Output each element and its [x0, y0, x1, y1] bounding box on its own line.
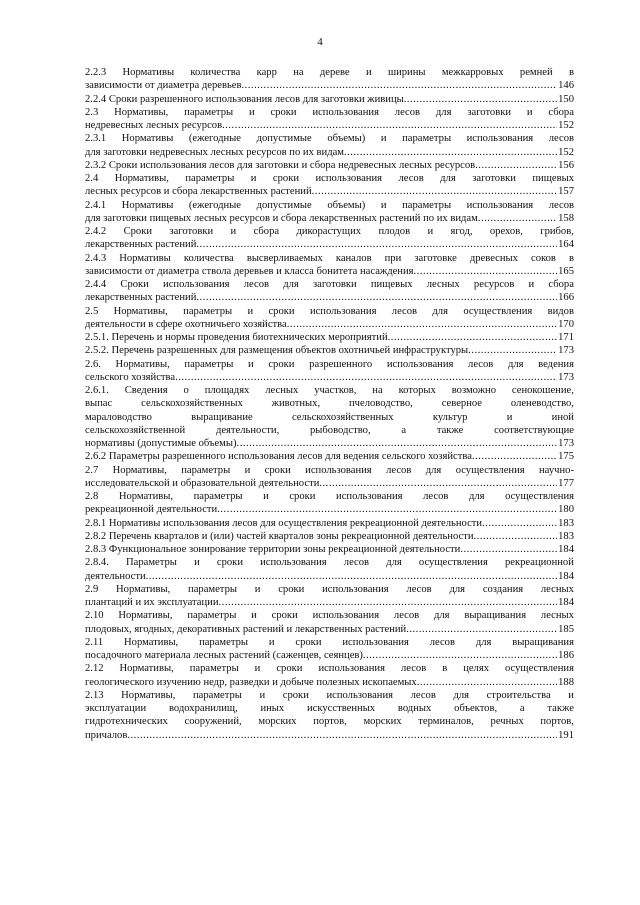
toc-entry-last-line — [85, 238, 574, 251]
toc-entry[interactable] — [85, 252, 574, 279]
toc-page-number: 164 — [558, 239, 574, 251]
toc-entry-text-line: сельскохозяйственной деятельности, рыбоводство, а также соответствующие — [85, 424, 574, 436]
toc-entry-text-line: 2.13 Нормативы, параметры и сроки использования лесов для строительства и — [85, 689, 574, 701]
toc-page-number: 188 — [558, 676, 574, 688]
toc-entry-text-line: 2.11 Нормативы, параметры и сроки использования лесов для выращивания — [85, 636, 574, 648]
toc-entry-title: посадочного материала лесных растений (саженцев, сеянцев) — [85, 650, 363, 661]
toc-entry-title: зависимости от диаметра деревьев — [85, 80, 242, 92]
toc-entry-last-line — [85, 503, 574, 516]
toc-page-number: 156 — [558, 159, 574, 171]
dot-leader — [406, 623, 557, 636]
toc-page-number: 183 — [558, 517, 574, 529]
toc-entry-last-line — [85, 344, 574, 357]
dot-leader — [344, 146, 557, 159]
toc-page-number: 184 — [558, 597, 574, 608]
toc-entry-text-line: 2.6.1. Сведения о площадях лесных участков, на которых возможно сенокошение, — [85, 385, 574, 396]
toc-entry-last-line — [85, 371, 574, 384]
toc-page-number: 184 — [558, 570, 574, 582]
toc-entry-last-line — [85, 331, 574, 344]
toc-entry-title: геологического изучению недр, разведки и добыче полезных ископаемых — [85, 676, 417, 688]
toc-entry-last-line — [85, 649, 574, 662]
dot-leader — [482, 517, 557, 530]
toc-entry-last-line — [85, 265, 574, 278]
toc-entry-title: 2.2.4 Сроки разрешенного использования лесов для заготовки живицы — [85, 93, 404, 105]
toc-entry-title: для заготовки недревесных лесных ресурсов по их видам — [85, 146, 344, 158]
dot-leader — [219, 596, 558, 609]
toc-entry[interactable] — [85, 66, 574, 93]
toc-entry[interactable] — [85, 517, 574, 530]
toc-entry-title: нормативы (допустимые объемы) — [85, 438, 237, 449]
toc-entry-text-line: 2.6. Нормативы, параметры и сроки разрешенного использования лесов для ведения — [85, 358, 574, 370]
toc-entry-text-line: 2.7 Нормативы, параметры и сроки использования лесов для осуществления научно- — [85, 464, 574, 476]
toc-entry[interactable] — [85, 543, 574, 556]
toc-entry-title: деятельности в сфере охотничьего хозяйства — [85, 318, 287, 330]
toc-entry-title: 2.3.2 Сроки использования лесов для заготовки и сбора недревесных лесных ресурсов — [85, 159, 476, 171]
toc-entry-text-line: 2.4 Нормативы, параметры и сроки использования лесов для заготовки пищевых — [85, 173, 574, 184]
toc-entry-text-line: 2.4.3 Нормативы количества высверливаемых каналов при заготовке древесных соков в — [85, 252, 574, 264]
toc-entry-last-line — [85, 517, 574, 530]
toc-entry-title: исследовательской и образовательной деятельности — [85, 477, 320, 489]
toc-page-number: 170 — [558, 318, 574, 330]
toc-entry-last-line — [85, 623, 574, 636]
toc-entry-last-line — [85, 79, 574, 92]
dot-leader — [287, 318, 557, 331]
toc-entry-text-line: гидротехнических сооружений, морских портов, морских терминалов, речных портов, — [85, 716, 574, 728]
toc-entry-title: недревесных лесных ресурсов — [85, 120, 223, 131]
toc-entry-title: лекарственных растений — [85, 292, 197, 304]
toc-entry-text-line: выпас сельскохозяйственных животных, пчеловодство, северное оленеводство, — [85, 398, 574, 410]
dot-leader — [460, 543, 557, 556]
toc-page-number: 152 — [558, 120, 574, 131]
toc-entry-last-line — [85, 318, 574, 331]
toc-page-number: 175 — [558, 451, 574, 463]
toc-entry[interactable] — [85, 490, 574, 517]
toc-page-number: 146 — [558, 80, 574, 92]
toc-entry-title: 2.8.2 Перечень кварталов и (или) частей кварталов зоны рекреационной деятельности — [85, 530, 474, 542]
toc-page-number: 184 — [558, 544, 574, 555]
toc-entry[interactable] — [85, 583, 574, 610]
toc-entry-text-line: 2.4.1 Нормативы (ежегодные допустимые объемы) и параметры использования лесов — [85, 199, 574, 211]
toc-entry[interactable] — [85, 384, 574, 450]
toc-page-number: 183 — [558, 530, 574, 542]
toc-entry-last-line — [85, 159, 574, 172]
toc-entry-last-line — [85, 185, 574, 198]
toc-entry[interactable] — [85, 159, 574, 172]
dot-leader — [146, 570, 557, 583]
toc-entry[interactable] — [85, 344, 574, 357]
toc-entry-text-line: 2.12 Нормативы, параметры и сроки использования лесов в целях осуществления — [85, 663, 574, 675]
table-of-contents — [85, 66, 574, 742]
toc-page-number: 173 — [558, 345, 574, 357]
dot-leader — [312, 185, 557, 198]
toc-page-number: 180 — [558, 504, 574, 516]
toc-entry[interactable] — [85, 132, 574, 159]
toc-page-number: 158 — [558, 212, 574, 224]
toc-entry-title: причалов — [85, 729, 128, 741]
dot-leader — [468, 344, 557, 357]
toc-entry-last-line — [85, 119, 574, 132]
toc-entry[interactable] — [85, 305, 574, 332]
toc-entry-text-line: 2.2.3 Нормативы количества карр на дереве и ширины межкарровых ремней в — [85, 67, 574, 78]
toc-entry-last-line — [85, 146, 574, 159]
toc-entry[interactable] — [85, 331, 574, 344]
toc-entry-title: плодовых, ягодных, декоративных растений и лекарственных растений — [85, 623, 407, 635]
toc-entry-last-line — [85, 477, 574, 490]
dot-leader — [414, 265, 558, 278]
toc-page-number: 165 — [558, 265, 574, 277]
toc-entry-last-line — [85, 676, 574, 689]
toc-entry-last-line — [85, 450, 574, 463]
toc-page-number: 185 — [558, 623, 574, 635]
toc-entry-title: 2.5.2. Перечень разрешенных для размещения объектов охотничьей инфраструктуры — [85, 345, 469, 357]
toc-entry-last-line — [85, 729, 574, 742]
toc-entry-title: лекарственных растений — [85, 239, 197, 251]
toc-page-number: 177 — [558, 477, 574, 489]
toc-entry-text-line: 2.9 Нормативы, параметры и сроки использования лесов для создания лесных — [85, 583, 574, 595]
toc-entry[interactable] — [85, 556, 574, 583]
toc-page-number: 191 — [558, 729, 574, 741]
toc-page-number: 173 — [558, 371, 574, 383]
toc-entry[interactable] — [85, 358, 574, 385]
toc-entry-title: для заготовки пищевых лесных ресурсов и сбора лекарственных растений по их видам — [85, 212, 478, 224]
toc-entry-title: рекреационной деятельности — [85, 504, 218, 516]
toc-page-number: 152 — [558, 146, 574, 158]
toc-entry-text-line: 2.4.2 Сроки заготовки и сбора дикорастущих плодов и ягод, орехов, грибов, — [85, 226, 574, 237]
toc-entry-text-line: мараловодство выращивание сельскохозяйственных культур и иной — [85, 411, 574, 423]
toc-entry[interactable] — [85, 450, 574, 463]
dot-leader — [478, 212, 557, 225]
toc-entry[interactable] — [85, 636, 574, 663]
toc-entry[interactable] — [85, 662, 574, 689]
toc-page-number: 186 — [558, 650, 574, 661]
dot-leader — [404, 93, 557, 106]
dot-leader — [388, 331, 557, 344]
toc-entry-title: зависимости от диаметра ствола деревьев и класса бонитета насаждения — [85, 265, 414, 277]
toc-entry-title: плантаций и их эксплуатации — [85, 597, 219, 608]
toc-entry-last-line — [85, 543, 574, 556]
dot-leader — [175, 371, 557, 384]
toc-entry[interactable] — [85, 106, 574, 133]
dot-leader — [474, 530, 558, 543]
dot-leader — [319, 477, 557, 490]
toc-entry[interactable] — [85, 172, 574, 199]
toc-entry-title: 2.6.2 Параметры разрешенного использования лесов для ведения сельского хозяйства — [85, 451, 472, 463]
dot-leader — [127, 729, 557, 742]
dot-leader — [196, 238, 557, 251]
dot-leader — [241, 79, 557, 92]
toc-page-number: 166 — [558, 292, 574, 304]
toc-entry[interactable] — [85, 93, 574, 106]
toc-entry-title: 2.5.1. Перечень и нормы проведения биотехнических мероприятий — [85, 332, 388, 343]
toc-entry-text-line: 2.8 Нормативы, параметры и сроки использования лесов для осуществления — [85, 491, 574, 502]
toc-entry-text-line: 2.4.4 Сроки использования лесов для заготовки пищевых лесных ресурсов и сбора — [85, 279, 574, 290]
dot-leader — [196, 291, 557, 304]
toc-entry-text-line: 2.3 Нормативы, параметры и сроки использования лесов для заготовки и сбора — [85, 106, 574, 118]
toc-page-number: 173 — [558, 438, 574, 449]
toc-entry[interactable] — [85, 225, 574, 252]
toc-entry-text-line: 2.10 Нормативы, параметры и сроки использования лесов для выращивания лесных — [85, 610, 574, 622]
toc-entry-last-line — [85, 93, 574, 106]
toc-entry-title: 2.8.3 Функциональное зонирование территории зоны рекреационной деятельности — [85, 544, 461, 555]
dot-leader — [237, 437, 558, 450]
toc-entry-text-line: 2.3.1 Нормативы (ежегодные допустимые объемы) и параметры использования лесов — [85, 133, 574, 145]
toc-entry-title: лесных ресурсов и сбора лекарственных растений — [85, 186, 312, 198]
page-number: 4 — [317, 36, 323, 48]
toc-entry-last-line — [85, 212, 574, 225]
toc-page-number: 150 — [558, 93, 574, 105]
dot-leader — [222, 119, 557, 132]
toc-entry[interactable] — [85, 464, 574, 491]
dot-leader — [417, 676, 557, 689]
toc-page-number: 171 — [558, 332, 574, 343]
dot-leader — [472, 450, 557, 463]
toc-entry-title: 2.8.1 Нормативы использования лесов для осуществления рекреационной деятельности — [85, 517, 483, 529]
toc-entry-last-line — [85, 570, 574, 583]
toc-entry-last-line — [85, 530, 574, 543]
toc-entry-last-line — [85, 437, 574, 450]
toc-entry[interactable] — [85, 278, 574, 305]
toc-entry-title: деятельности — [85, 570, 146, 582]
toc-entry-title: сельского хозяйства — [85, 371, 176, 383]
toc-entry-last-line — [85, 596, 574, 609]
toc-entry-text-line: эксплуатации водохранилищ, иных искусственных водных объектов, а также — [85, 703, 574, 714]
toc-entry-text-line: 2.8.4. Параметры и сроки использования лесов для осуществления рекреационной — [85, 557, 574, 569]
dot-leader — [363, 649, 557, 662]
toc-entry-text-line: 2.5 Нормативы, параметры и сроки использования лесов для осуществления видов — [85, 305, 574, 317]
toc-entry-last-line — [85, 291, 574, 304]
dot-leader — [475, 159, 557, 172]
toc-entry[interactable] — [85, 530, 574, 543]
toc-entry[interactable] — [85, 609, 574, 636]
dot-leader — [217, 503, 557, 516]
toc-page-number: 157 — [558, 186, 574, 198]
toc-entry[interactable] — [85, 199, 574, 226]
toc-entry[interactable] — [85, 689, 574, 742]
